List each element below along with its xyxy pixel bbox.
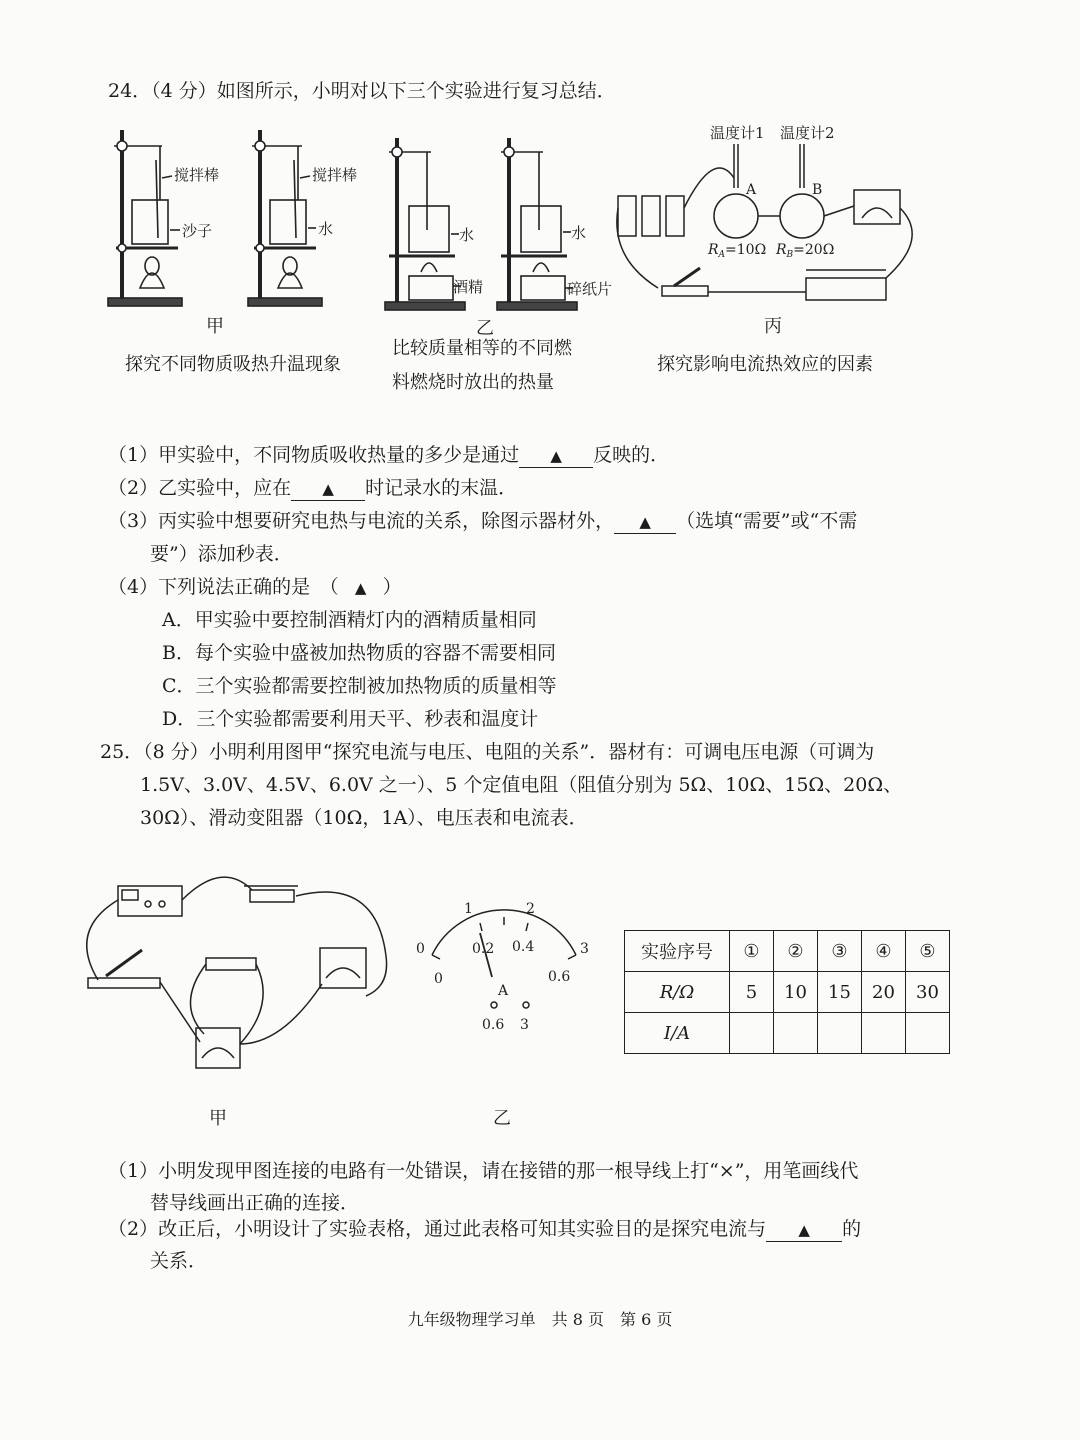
label-water-yi-2: 水 — [571, 224, 587, 242]
seq-5: ⑤ — [906, 931, 950, 972]
r-value-5: 30 — [906, 972, 950, 1013]
figure-bing-circuit — [610, 118, 930, 318]
answer-blank-5[interactable]: ▲ — [766, 1218, 842, 1242]
label-thermometer-2: 温度计2 — [780, 124, 835, 142]
label-ra: $R_A=10\Omega$ — [708, 242, 767, 260]
label-rb: $R_B=20\Omega$ — [776, 242, 835, 260]
label-flask-b: B — [812, 182, 823, 198]
r-value-2: 10 — [774, 972, 818, 1013]
meter-top-1: 1 — [464, 901, 473, 917]
figure-yi-caption-line1: 比较质量相等的不同燃 — [392, 338, 572, 359]
meter-terminal-3: 3 — [520, 1017, 529, 1033]
figure-25-jia-circuit — [70, 860, 410, 1080]
row-label-seq: 实验序号 — [625, 931, 730, 972]
figure-bing-name: 丙 — [764, 316, 782, 337]
q24-sub4: （4）下列说法正确的是 （ ▲ ） — [108, 576, 402, 598]
meter-unit: A — [498, 983, 509, 999]
answer-blank-3[interactable]: ▲ — [614, 510, 676, 534]
label-stirrer-1: 搅拌棒 — [174, 166, 220, 184]
label-thermometer-1: 温度计1 — [710, 124, 765, 142]
label-flask-a: A — [746, 182, 757, 198]
r-value-1: 5 — [730, 972, 774, 1013]
i-value-2[interactable] — [774, 1013, 818, 1054]
meter-bottom-0: 0 — [434, 971, 443, 987]
figure-jia-name: 甲 — [206, 316, 224, 337]
q24-title: 24．（4 分）如图所示，小明对以下三个实验进行复习总结． — [108, 80, 616, 102]
q25-intro-line1: 25．（8 分）小明利用图甲“探究电流与电压、电阻的关系”．器材有：可调电压电源（可调为 — [100, 741, 875, 763]
meter-terminal-0.6: 0.6 — [482, 1017, 505, 1033]
r-value-4: 20 — [862, 972, 906, 1013]
figure-yi-caption-line2: 料燃烧时放出的热量 — [392, 372, 554, 393]
meter-top-0: 0 — [416, 941, 425, 957]
option-d: D．三个实验都需要利用天平、秒表和温度计 — [162, 708, 539, 730]
label-sand: 沙子 — [182, 222, 213, 240]
table-row — [625, 1013, 950, 1054]
figure-25-jia-name: 甲 — [209, 1108, 227, 1129]
row-label-r: R/Ω — [625, 972, 730, 1013]
r-value-3: 15 — [818, 972, 862, 1013]
answer-blank-2[interactable]: ▲ — [291, 477, 365, 501]
label-stirrer-2: 搅拌棒 — [312, 166, 358, 184]
i-value-3[interactable] — [818, 1013, 862, 1054]
meter-bottom-3: 0.6 — [548, 969, 571, 985]
meter-bottom-2: 0.4 — [512, 939, 535, 955]
i-value-4[interactable] — [862, 1013, 906, 1054]
table-row — [625, 931, 950, 972]
meter-bottom-1: 0.2 — [472, 941, 495, 957]
option-a: A．甲实验中要控制酒精灯内的酒精质量相同 — [162, 609, 537, 631]
q24-sub1: （1）甲实验中，不同物质吸收热量的多少是通过 ▲ 反映的． — [108, 444, 670, 466]
figure-25-yi-ammeter — [410, 895, 600, 1045]
answer-blank-4[interactable]: ▲ — [354, 579, 367, 597]
figure-yi-apparatus — [375, 130, 615, 315]
label-water-yi-1: 水 — [459, 226, 475, 244]
seq-1: ① — [730, 931, 774, 972]
q25-intro-line3: 30Ω）、滑动变阻器（10Ω，1A）、电压表和电流表． — [140, 807, 588, 829]
option-b: B．每个实验中盛被加热物质的容器不需要相同 — [162, 642, 556, 664]
label-paper: 碎纸片 — [567, 280, 613, 298]
table-row — [625, 972, 950, 1013]
q24-sub2: （2）乙实验中，应在 ▲ 时记录水的末温． — [108, 477, 518, 499]
q24-sub3: （3）丙实验中想要研究电热与电流的关系，除图示器材外， ▲ （选填“需要”或“不需 — [108, 510, 858, 532]
figure-jia-caption: 探究不同物质吸热升温现象 — [125, 354, 341, 375]
i-value-1[interactable] — [730, 1013, 774, 1054]
figure-yi-name: 乙 — [476, 318, 494, 339]
q25-sub2-line2: 关系． — [150, 1250, 208, 1272]
figure-bing-caption: 探究影响电流热效应的因素 — [657, 354, 873, 375]
option-c: C．三个实验都需要控制被加热物质的质量相等 — [162, 675, 557, 697]
seq-3: ③ — [818, 931, 862, 972]
row-label-i: I/A — [625, 1013, 730, 1054]
figure-jia-apparatus — [100, 120, 380, 310]
label-alcohol: 酒精 — [453, 278, 484, 296]
page-footer: 九年级物理学习单 共 8 页 第 6 页 — [407, 1310, 673, 1329]
figure-25-yi-name: 乙 — [493, 1108, 511, 1129]
label-water-jia: 水 — [318, 220, 334, 238]
i-value-5[interactable] — [906, 1013, 950, 1054]
meter-top-2: 2 — [526, 901, 535, 917]
q24-sub3-line2: 要”）添加秒表． — [150, 543, 293, 565]
seq-4: ④ — [862, 931, 906, 972]
experiment-table — [624, 930, 950, 1054]
seq-2: ② — [774, 931, 818, 972]
answer-blank-1[interactable]: ▲ — [519, 444, 593, 468]
q25-intro-line2: 1.5V、3.0V、4.5V、6.0V 之一）、5 个定值电阻（阻值分别为 5Ω、10Ω、15Ω、20Ω、 — [140, 774, 903, 796]
meter-top-3: 3 — [580, 941, 589, 957]
q25-sub2: （2）改正后，小明设计了实验表格，通过此表格可知其实验目的是探究电流与 ▲ 的 — [108, 1218, 862, 1240]
q25-sub1-line1: （1）小明发现甲图连接的电路有一处错误，请在接错的那一根导线上打“×”，用笔画线代 — [108, 1160, 859, 1182]
q25-sub1-line2: 替导线画出正确的连接． — [150, 1192, 360, 1214]
